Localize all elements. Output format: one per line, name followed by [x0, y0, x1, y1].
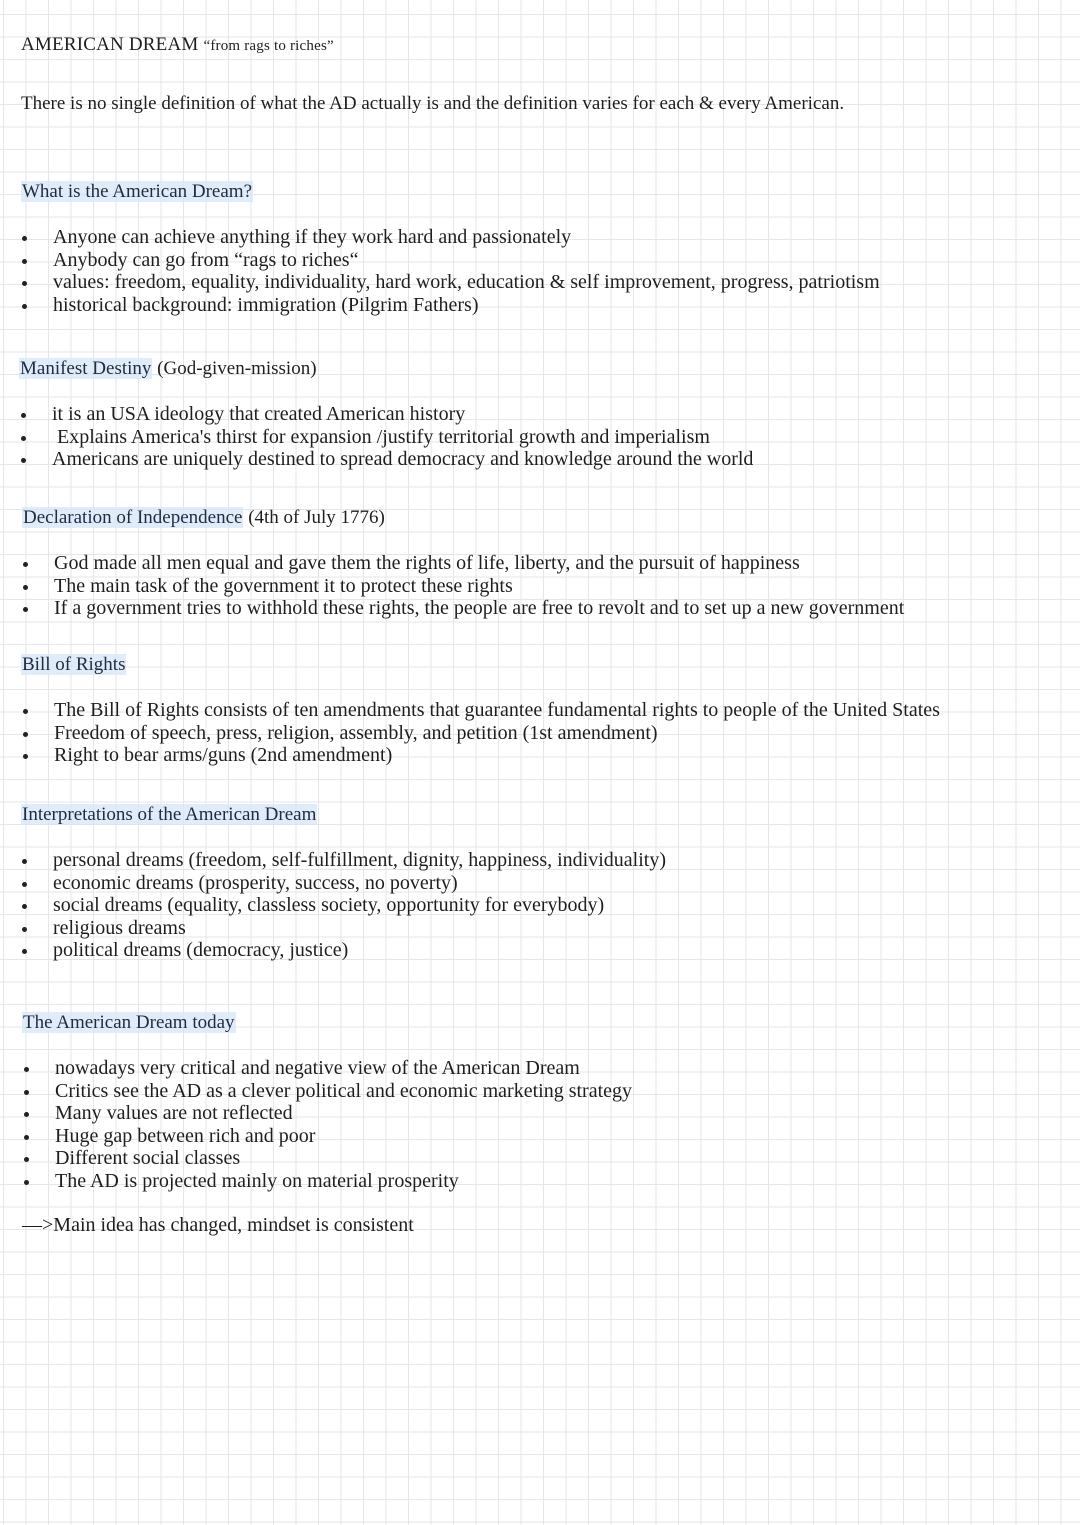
- section-heading-text: What is the American Dream?: [22, 181, 253, 202]
- list-item: historical background: immigration (Pilgrim Fathers): [53, 294, 880, 317]
- list-item: personal dreams (freedom, self-fulfillment, dignity, happiness, individuality): [53, 849, 666, 872]
- section-heading-manifest: [19, 357, 317, 381]
- list-item: If a government tries to withhold these rights, the people are free to revolt and to set up a new government: [54, 597, 904, 620]
- bullet-icon: [22, 281, 27, 286]
- list-item: Huge gap between rich and poor: [55, 1125, 632, 1148]
- manifest-list: [52, 403, 753, 471]
- section-heading-today: [22, 1011, 236, 1035]
- bullet-icon: [22, 259, 27, 264]
- intro-paragraph: There is no single definition of what the AD actually is and the definition varies for each & every American.: [21, 93, 845, 114]
- bullet-icon: [24, 1157, 29, 1162]
- list-item: Anyone can achieve anything if they work hard and passionately: [53, 226, 880, 249]
- bullet-icon: [23, 732, 28, 737]
- list-item: The AD is projected mainly on material prosperity: [55, 1170, 632, 1193]
- list-item: God made all men equal and gave them the rights of life, liberty, and the pursuit of happiness: [54, 552, 904, 575]
- bullet-icon: [21, 413, 26, 418]
- bullet-icon: [24, 1135, 29, 1140]
- section-heading-text: The American Dream today: [23, 1012, 235, 1033]
- list-item: it is an USA ideology that created American history: [52, 403, 753, 426]
- bullet-icon: [22, 949, 27, 954]
- what-is-list: [53, 226, 880, 316]
- bullet-icon: [23, 585, 28, 590]
- title-subtitle: “from rags to riches”: [203, 38, 334, 54]
- list-item: religious dreams: [53, 917, 666, 940]
- bullet-icon: [21, 458, 26, 463]
- declaration-list: [54, 552, 904, 620]
- title-main: AMERICAN DREAM: [21, 34, 199, 55]
- section-heading-text: Bill of Rights: [22, 654, 126, 675]
- bullet-icon: [22, 904, 27, 909]
- section-heading-note: (4th of July 1776): [243, 507, 385, 528]
- list-item: Americans are uniquely destined to spread democracy and knowledge around the world: [52, 448, 753, 471]
- bullet-icon: [24, 1180, 29, 1185]
- bullet-icon: [22, 882, 27, 887]
- section-heading-text: Manifest Destiny: [20, 358, 152, 379]
- section-heading-text: Declaration of Independence: [23, 507, 243, 528]
- section-heading-what-is: [21, 180, 253, 204]
- bullet-icon: [22, 304, 27, 309]
- list-item: social dreams (equality, classless society, opportunity for everybody): [53, 894, 666, 917]
- bullet-icon: [24, 1067, 29, 1072]
- list-item: values: freedom, equality, individuality, hard work, education & self improvement, progress, patriotism: [53, 271, 880, 294]
- bullet-icon: [22, 236, 27, 241]
- section-heading-bill: [21, 653, 126, 677]
- section-heading-interpretations: [21, 803, 317, 827]
- bullet-icon: [22, 927, 27, 932]
- list-item: economic dreams (prosperity, success, no poverty): [53, 872, 666, 895]
- list-item: Critics see the AD as a clever political and economic marketing strategy: [55, 1080, 632, 1103]
- bullet-icon: [23, 607, 28, 612]
- interpretations-list: [53, 849, 666, 962]
- section-heading-note: (God-given-mission): [152, 358, 317, 379]
- list-item: nowadays very critical and negative view of the American Dream: [55, 1057, 632, 1080]
- list-item: Different social classes: [55, 1147, 632, 1170]
- bill-list: [54, 699, 940, 767]
- bullet-icon: [23, 754, 28, 759]
- list-item: Many values are not reflected: [55, 1102, 632, 1125]
- list-item: Anybody can go from “rags to riches“: [53, 249, 880, 272]
- bullet-icon: [21, 436, 26, 441]
- section-heading-text: Interpretations of the American Dream: [22, 804, 317, 825]
- list-item: political dreams (democracy, justice): [53, 939, 666, 962]
- list-item: The main task of the government it to protect these rights: [54, 575, 904, 598]
- today-list: [55, 1057, 632, 1192]
- bullet-icon: [22, 859, 27, 864]
- bullet-icon: [23, 709, 28, 714]
- bullet-icon: [23, 562, 28, 567]
- section-heading-declaration: [22, 506, 385, 530]
- bullet-icon: [24, 1112, 29, 1117]
- page-title: [21, 34, 334, 56]
- list-item: Explains America's thirst for expansion /justify territorial growth and imperialism: [52, 426, 753, 449]
- bullet-icon: [24, 1090, 29, 1095]
- conclusion-line: —>Main idea has changed, mindset is consistent: [22, 1214, 414, 1236]
- list-item: Freedom of speech, press, religion, assembly, and petition (1st amendment): [54, 722, 940, 745]
- list-item: The Bill of Rights consists of ten amendments that guarantee fundamental rights to people of the United States: [54, 699, 940, 722]
- list-item: Right to bear arms/guns (2nd amendment): [54, 744, 940, 767]
